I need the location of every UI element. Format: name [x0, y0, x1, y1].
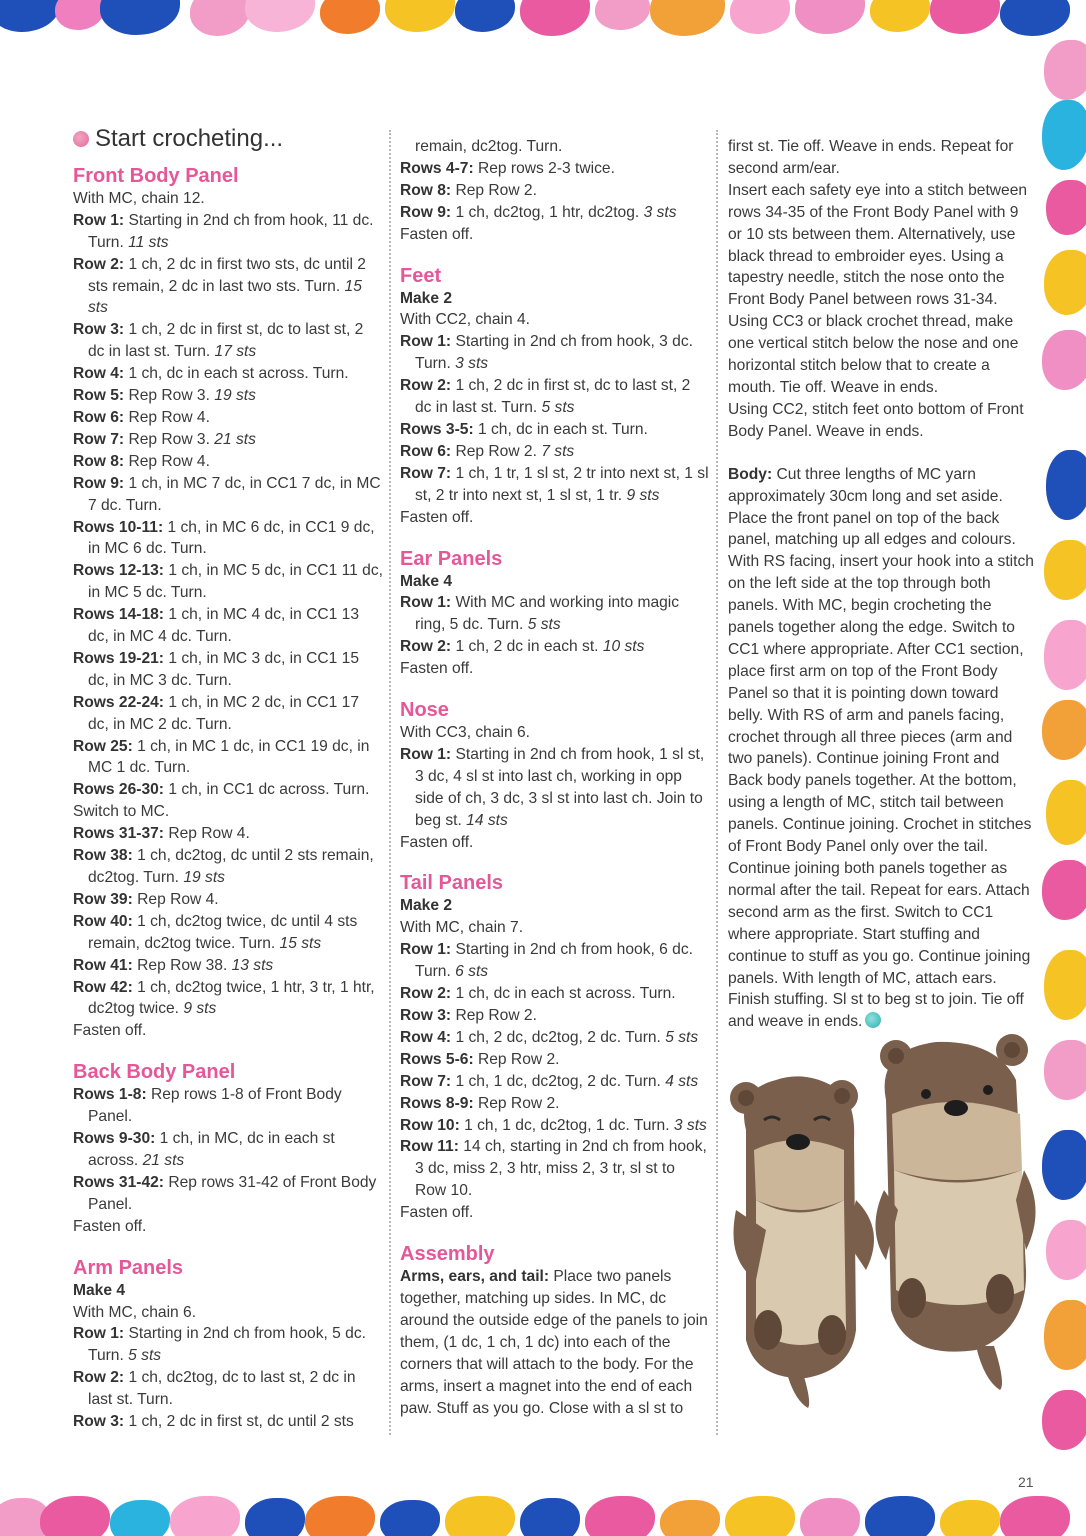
- row-label: Rows 1-8:: [73, 1086, 147, 1104]
- section-title: Nose: [400, 699, 449, 722]
- row-text: 1 ch, in MC 4 dc, in CC1 13 dc, in MC 4 dc. Turn.: [88, 606, 360, 646]
- yarn-ball-end-icon: [865, 1012, 881, 1028]
- intro-text: With CC3, chain 6.: [400, 724, 530, 742]
- row-label: Row 1:: [400, 941, 452, 959]
- row-text: 1 ch, dc2tog twice, dc until 4 sts remain, dc2tog twice. Turn.: [88, 912, 358, 952]
- row-label: Row 2:: [73, 1369, 125, 1387]
- front-body-panel-section: [73, 164, 383, 1042]
- row-label: Row 39:: [73, 890, 133, 908]
- stitch-count: 19 sts: [183, 869, 225, 886]
- back-body-panel-section: [73, 1060, 383, 1237]
- stitch-count: 3 sts: [643, 203, 677, 221]
- stitch-count: 3 sts: [673, 1116, 707, 1134]
- instruction-row: [400, 592, 710, 636]
- instruction-row: [73, 210, 383, 254]
- row-text: Rep rows 1-8 of Front Body Panel.: [88, 1086, 342, 1126]
- row-label: Rows 10-11:: [73, 518, 164, 536]
- row-text: 1 ch, in MC 5 dc, in CC1 11 dc, in MC 5 dc. Turn.: [88, 562, 383, 602]
- row-text: 1 ch, dc in each st across. Turn.: [451, 985, 676, 1003]
- stitch-count: 13 sts: [231, 956, 274, 974]
- instruction-row: [400, 1027, 710, 1049]
- instruction-row: [400, 1136, 710, 1202]
- row-text: Rep Row 4.: [164, 825, 250, 843]
- assembly-text: Place two panels together, matching up sides. In MC, dc around the outside edge of the panels to join them, (1 dc, 1 ch, 1 dc) into each of the corners that will attach to the body. For the arms, insert a magnet into the end of each paw. Stuff as you go. Close with a sl st to: [400, 1268, 708, 1417]
- row-text: 1 ch, 2 dc in first two sts, dc until 2 sts remain, 2 dc in last two sts. Turn.: [88, 255, 366, 295]
- row-text: Rep Row 2.: [451, 442, 542, 460]
- row-label: Row 1:: [73, 1325, 125, 1343]
- make-count: Make 2: [400, 289, 453, 307]
- row-label: Row 6:: [400, 442, 452, 460]
- stitch-count: 19 sts: [214, 387, 256, 405]
- instruction-row: [73, 1367, 383, 1411]
- row-label: Row 38:: [73, 847, 133, 865]
- instruction-row: [73, 254, 383, 320]
- instruction-row: [73, 319, 383, 363]
- instruction-row: [73, 517, 383, 561]
- instruction-row: [400, 1093, 710, 1115]
- row-text: Rep Row 2.: [473, 1094, 560, 1112]
- stitch-count: 4 sts: [665, 1072, 699, 1090]
- start-heading: Start crocheting...: [73, 128, 383, 150]
- intro-text: With MC, chain 6.: [73, 1303, 197, 1321]
- row-label: Rows 31-42:: [73, 1173, 164, 1191]
- row-label: Rows 12-13:: [73, 562, 164, 580]
- row-text: 1 ch, 1 tr, 1 sl st, 2 tr into next st, 1 sl st, 2 tr into next st, 1 sl st, 1 tr.: [415, 464, 709, 504]
- row-label: Rows 9-30:: [73, 1130, 156, 1148]
- row-label: Row 6:: [73, 408, 125, 426]
- instruction-row: [73, 385, 383, 407]
- arm-panels-continued: [400, 136, 710, 246]
- stitch-count: 5 sts: [128, 1347, 162, 1365]
- nose-section: [400, 698, 710, 853]
- body-label: Body:: [728, 465, 773, 483]
- instruction-row: [400, 202, 710, 224]
- stitch-count: 9 sts: [626, 486, 660, 504]
- instruction-row: [400, 744, 710, 832]
- row-text: Rep Row 2.: [451, 1007, 537, 1024]
- instruction-row: [73, 1411, 383, 1433]
- row-text: 1 ch, dc2tog, 1 htr, dc2tog.: [451, 203, 644, 221]
- row-label: Row 7:: [73, 430, 125, 448]
- fasten-text: Fasten off.: [400, 508, 474, 526]
- fasten-text: Fasten off.: [73, 1022, 147, 1040]
- left-otter-image: [730, 1076, 874, 1408]
- instruction-row: [73, 692, 383, 736]
- instruction-row: [400, 375, 710, 419]
- row-label: Row 2:: [400, 377, 452, 395]
- row-text: Rep Row 3.: [124, 387, 215, 405]
- row-text: 1 ch, in MC 2 dc, in CC1 17 dc, in MC 2 dc. Turn.: [88, 693, 360, 733]
- row-label: Rows 19-21:: [73, 649, 164, 667]
- make-count: Make 2: [400, 897, 453, 915]
- row-text: 1 ch, 2 dc in first st, dc to last st, 2 dc in last st. Turn.: [88, 321, 364, 361]
- stitch-count: 17 sts: [214, 343, 257, 361]
- floral-border-right: [1040, 0, 1086, 1536]
- assembly-paragraph: [400, 1266, 710, 1419]
- row-text: 1 ch, 2 dc in each st.: [451, 638, 603, 656]
- row-text: 1 ch, in MC 6 dc, in CC1 9 dc, in MC 6 dc. Turn.: [88, 518, 375, 558]
- column-divider: [389, 130, 391, 1435]
- otter-toys-photo: [716, 1030, 1040, 1410]
- stitch-count: 21 sts: [214, 430, 256, 448]
- row-label: Row 1:: [73, 211, 125, 229]
- feet-section: [400, 264, 710, 529]
- instruction-row: [400, 636, 710, 658]
- row-label: Row 2:: [400, 638, 452, 656]
- instruction-row: [73, 955, 383, 977]
- row-text: 1 ch, in MC 1 dc, in CC1 19 dc, in MC 1 dc. Turn.: [88, 737, 370, 777]
- row-text: 1 ch, 2 dc in first st, dc until 2 sts: [124, 1413, 354, 1431]
- row-label: Row 1:: [400, 333, 452, 351]
- section-title: Feet: [400, 264, 442, 287]
- instruction-row: [73, 889, 383, 911]
- stitch-count: 10 sts: [602, 638, 645, 656]
- instruction-row: [400, 331, 710, 375]
- row-text: Starting in 2nd ch from hook, 11 dc. Turn.: [88, 211, 374, 251]
- row-text: Rep Row 38.: [132, 956, 232, 974]
- fasten-text: Fasten off.: [400, 660, 474, 678]
- row-label: Rows 26-30:: [73, 781, 164, 799]
- body-text: Cut three lengths of MC yarn approximately 30cm long and set aside. Place the front panel on top of the back panel, matching up all edges and colours. With RS facing, insert your hook into a stitch on the left side at the top through both panels. With MC, begin crocheting the panels together along the edge. Switch to CC1 where appropriate. After CC1 section, place first arm on top of the Front Body Panel so that it is pointing down toward belly. With RS of arm and panels facing, crochet through all three pieces (arm and two panels). Continue joining Front and Back body panels together. At the bottom, using a length of MC, stitch tail between panels. Continue joining. Crochet in stitches of Front Body Panel only over the tail. Continue joining both panels together as normal after the tail. Repeat for ears. Attach second arm as the first. Switch to CC1 where appropriate. Start stuffing and continue to stuff as you go. Continue joining panels. With length of MC, attach ears. Finish stuffing. Sl st to beg st to join. Tie off and weave in ends.: [728, 465, 1034, 1031]
- row-text: Rep rows 2-3 twice.: [473, 159, 615, 177]
- paragraph: first st. Tie off. Weave in ends. Repeat for second arm/ear.: [728, 138, 1014, 177]
- right-otter-image: [875, 1034, 1035, 1390]
- row-text: Rep Row 4.: [132, 890, 219, 908]
- instruction-row: [73, 823, 383, 845]
- row-label: Rows 8-9:: [400, 1094, 474, 1112]
- stitch-count: 7 sts: [541, 442, 575, 460]
- instruction-row: [400, 463, 710, 507]
- instruction-row: [73, 451, 383, 473]
- instruction-row: [400, 1005, 710, 1027]
- instruction-row: [73, 407, 383, 429]
- paragraph: Using CC2, stitch feet onto bottom of Front Body Panel. Weave in ends.: [728, 400, 1024, 440]
- row-text: 1 ch, in CC1 dc across. Turn.: [164, 781, 370, 799]
- page-number: 21: [1018, 1474, 1034, 1490]
- row-label: Row 1:: [400, 594, 452, 612]
- row-label: Row 7:: [400, 464, 452, 482]
- make-count: Make 4: [73, 1281, 126, 1299]
- row-label: Row 3:: [73, 1413, 125, 1431]
- row-text: 1 ch, dc in each st across. Turn.: [124, 365, 349, 383]
- row-label: Row 8:: [73, 452, 125, 470]
- instruction-row: [73, 1084, 383, 1128]
- row-label: Row 4:: [73, 365, 125, 383]
- instruction-row: [73, 1323, 383, 1367]
- section-title: Tail Panels: [400, 872, 504, 895]
- row-text: Starting in 2nd ch from hook, 5 dc. Turn.: [88, 1325, 366, 1365]
- row-text: 1 ch, in MC 3 dc, in CC1 15 dc, in MC 3 dc. Turn.: [88, 649, 360, 689]
- body-paragraph: [728, 464, 1036, 1034]
- row-text: With MC and working into magic ring, 5 dc. Turn.: [415, 594, 680, 634]
- row-text: 14 ch, starting in 2nd ch from hook, 3 dc, miss 2, 3 htr, miss 2, 3 tr, sl st to Row 10.: [415, 1138, 707, 1200]
- instruction-row: [400, 939, 710, 983]
- floral-border-bottom: [0, 1492, 1086, 1536]
- intro-text: With MC, chain 7.: [400, 919, 524, 937]
- instruction-row: [400, 1049, 710, 1071]
- instruction-row: [400, 983, 710, 1005]
- row-text: 1 ch, 1 dc, dc2tog, 2 dc. Turn.: [451, 1072, 666, 1090]
- row-label: Row 2:: [73, 255, 125, 273]
- stitch-count: 9 sts: [183, 1000, 217, 1018]
- row-label: Row 7:: [400, 1072, 452, 1090]
- instruction-row: [73, 648, 383, 692]
- row-label: Rows 4-7:: [400, 159, 474, 177]
- section-title: Arm Panels: [73, 1256, 184, 1279]
- column-2: [400, 136, 710, 1437]
- row-text: Rep Row 2.: [473, 1050, 560, 1068]
- instruction-row: [73, 560, 383, 604]
- instruction-row: [400, 1071, 710, 1093]
- fasten-text: Fasten off.: [400, 833, 474, 851]
- stitch-count: 3 sts: [455, 355, 489, 373]
- row-text: Rep Row 4.: [124, 408, 210, 426]
- instruction-row: [73, 604, 383, 648]
- stitch-count: 5 sts: [527, 616, 561, 634]
- instruction-row: [400, 441, 710, 463]
- row-text: 1 ch, dc2tog, dc until 2 sts remain, dc2tog. Turn.: [88, 847, 374, 886]
- paragraph: Insert each safety eye into a stitch between rows 34-35 of the Front Body Panel with 9 or 10 sts between them. Alternatively, use black thread to embroider eyes. Using a tapestry needle, stitch the nose onto the Front Body Panel between rows 31-34.: [728, 181, 1028, 309]
- section-title: Ear Panels: [400, 547, 503, 570]
- row-text: Starting in 2nd ch from hook, 3 dc. Turn.: [415, 333, 693, 373]
- row-text: 1 ch, in MC 7 dc, in CC1 7 dc, in MC 7 dc. Turn.: [88, 474, 381, 514]
- fasten-text: Fasten off.: [73, 1217, 147, 1235]
- stitch-count: 5 sts: [665, 1028, 699, 1046]
- fasten-text: Fasten off.: [400, 225, 474, 243]
- row-label: Row 1:: [400, 745, 452, 763]
- yarn-ball-icon: [73, 131, 89, 147]
- arm-panels-section: [73, 1256, 383, 1433]
- switch-text: Switch to MC.: [73, 803, 170, 821]
- assembly-label: Arms, ears, and tail:: [400, 1268, 550, 1286]
- instruction-row: [73, 736, 383, 780]
- row-label: Row 40:: [73, 912, 133, 930]
- tail-panels-section: [400, 871, 710, 1224]
- row-label: Rows 31-37:: [73, 825, 164, 843]
- section-title: Back Body Panel: [73, 1061, 236, 1084]
- row-label: Row 4:: [400, 1028, 452, 1046]
- intro-text: With MC, chain 12.: [73, 189, 205, 207]
- row-text: Starting in 2nd ch from hook, 6 dc. Turn.: [415, 941, 693, 981]
- instruction-row: [73, 1128, 383, 1172]
- row-label: Row 25:: [73, 737, 133, 755]
- row-label: Row 5:: [73, 387, 125, 405]
- column-3: [728, 136, 1036, 1033]
- row-text: 1 ch, dc2tog twice, 1 htr, 3 tr, 1 htr, dc2tog twice.: [88, 978, 375, 1018]
- instruction-row: [73, 1172, 383, 1216]
- assembly-section: [400, 1242, 710, 1419]
- row-label: Rows 5-6:: [400, 1050, 474, 1068]
- instruction-row: [73, 473, 383, 517]
- row-label: Rows 3-5:: [400, 420, 474, 438]
- row-text: 1 ch, 1 dc, dc2tog, 1 dc. Turn.: [459, 1116, 674, 1134]
- make-count: Make 4: [400, 572, 453, 590]
- instruction-row: [73, 977, 383, 1021]
- fasten-text: Fasten off.: [400, 1204, 474, 1222]
- row-text: Rep Row 3.: [124, 430, 215, 448]
- instruction-row: [73, 845, 383, 889]
- instruction-row: [400, 158, 710, 180]
- instruction-row: [400, 180, 710, 202]
- stitch-count: 15 sts: [279, 934, 322, 952]
- row-label: Row 3:: [73, 321, 125, 339]
- row-label: Rows 14-18:: [73, 606, 164, 624]
- section-title: Front Body Panel: [73, 164, 239, 187]
- row-text: Rep rows 31-42 of Front Body Panel.: [88, 1173, 377, 1213]
- stitch-count: 6 sts: [455, 963, 489, 981]
- row-text: 1 ch, dc in each st. Turn.: [473, 420, 648, 438]
- instruction-row: [400, 1115, 710, 1137]
- row-label: Row 9:: [73, 474, 125, 492]
- ear-panels-section: [400, 547, 710, 681]
- row-label: Row 11:: [400, 1138, 459, 1156]
- row-label: Row 42:: [73, 978, 133, 996]
- row-text: 1 ch, 2 dc, dc2tog, 2 dc. Turn.: [451, 1028, 666, 1046]
- row-label: Row 41:: [73, 956, 133, 974]
- row-text: Starting in 2nd ch from hook, 1 sl st, 3 dc, 4 sl st into last ch, working in opp side of ch, 3 dc, 3 sl st into last ch. Join to beg st.: [415, 745, 705, 829]
- stitch-count: 5 sts: [541, 399, 575, 417]
- instruction-row: [73, 429, 383, 451]
- stitch-count: 11 sts: [128, 233, 169, 251]
- row-label: Row 9:: [400, 203, 452, 221]
- column-1: [73, 125, 383, 1451]
- row-label: Row 3:: [400, 1007, 452, 1024]
- floral-border-top: [0, 0, 1086, 46]
- row-text: Rep Row 4.: [124, 452, 210, 470]
- row-label: Rows 22-24:: [73, 693, 164, 711]
- row-label: Row 8:: [400, 181, 452, 199]
- stitch-count: 14 sts: [466, 811, 508, 829]
- stitch-count: 21 sts: [142, 1151, 185, 1169]
- continued-text: remain, dc2tog. Turn.: [415, 138, 563, 155]
- row-label: Row 10:: [400, 1116, 460, 1134]
- row-text: Rep Row 2.: [451, 181, 537, 199]
- row-text: 1 ch, 2 dc in first st, dc to last st, 2 dc in last st. Turn.: [415, 377, 691, 417]
- row-text: 1 ch, dc2tog, dc to last st, 2 dc in last st. Turn.: [88, 1369, 356, 1409]
- instruction-row: [73, 911, 383, 955]
- row-label: Row 2:: [400, 985, 452, 1003]
- intro-text: With CC2, chain 4.: [400, 311, 530, 329]
- section-title: Assembly: [400, 1243, 495, 1266]
- stitch-count: 15 sts: [88, 277, 362, 317]
- instruction-row: [400, 419, 710, 441]
- row-text: 1 ch, in MC, dc in each st across.: [88, 1130, 335, 1169]
- instruction-row: [73, 779, 383, 801]
- instruction-row: [73, 363, 383, 385]
- paragraph: Using CC3 or black crochet thread, make one vertical stitch below the nose and one horizontal stitch below that to create a mouth. Tie off. Weave in ends.: [728, 313, 1019, 396]
